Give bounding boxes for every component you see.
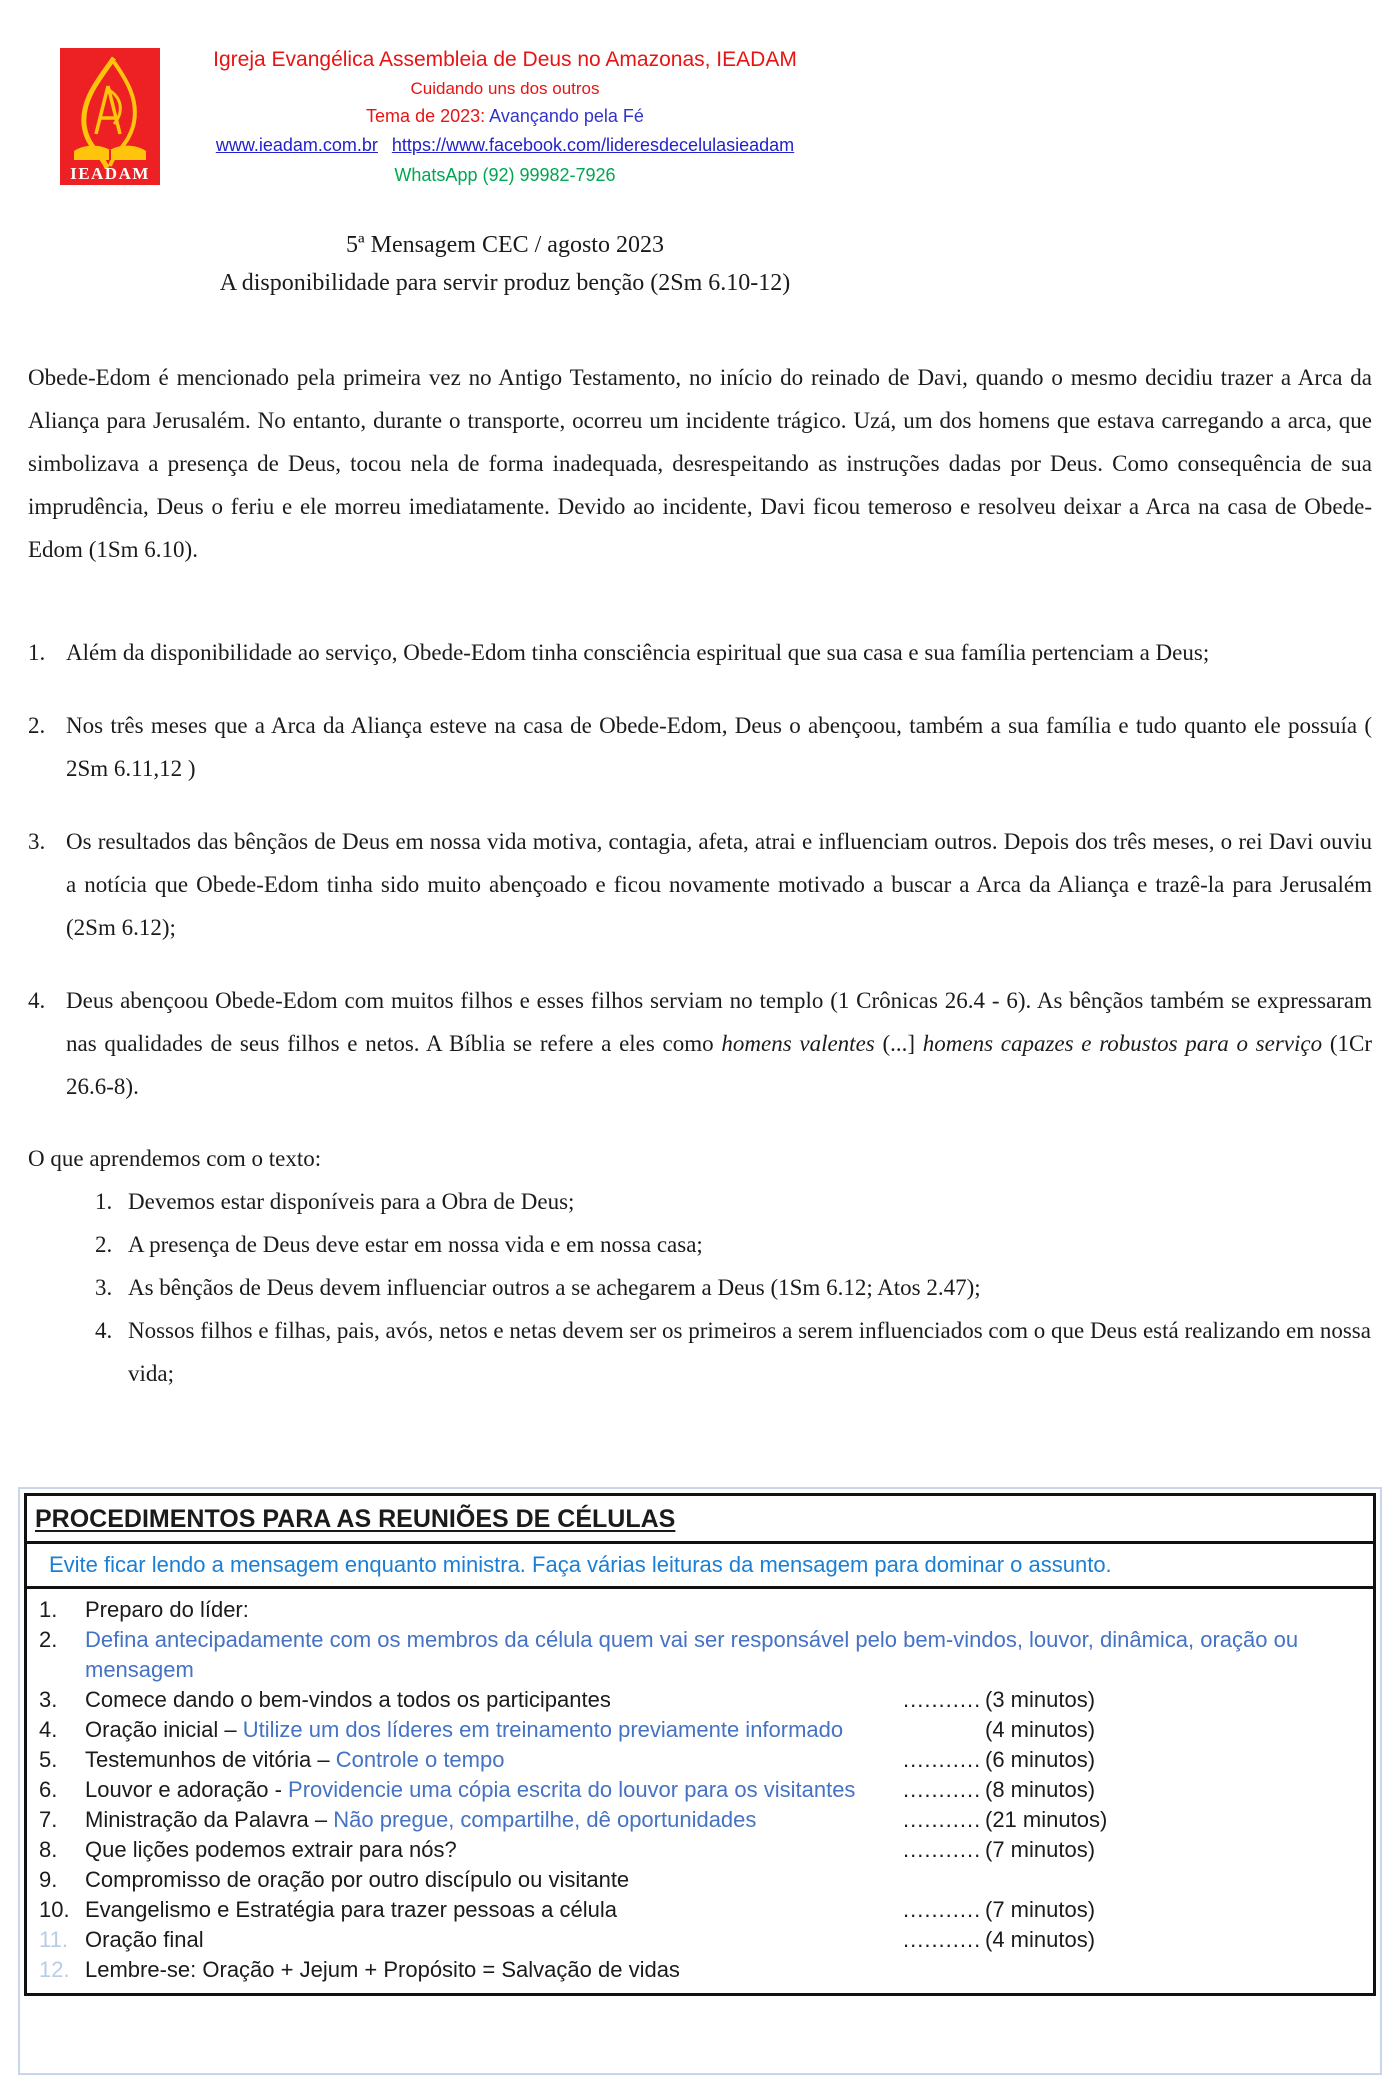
dotted-leader: ........... [903,1777,982,1802]
learn-heading: O que aprendemos com o texto: [28,1146,322,1171]
main-list [28,631,1372,1108]
row-text [85,1685,903,1715]
learn-item [95,1309,1372,1395]
row-number: 11. [39,1927,68,1952]
procedure-row [39,1715,1361,1745]
row-time: (7 minutos) [985,1897,1096,1922]
row-number: 6. [39,1777,58,1802]
learn-list [28,1180,1372,1395]
row-text-black: Preparo do líder: [85,1597,249,1622]
procedure-row [39,1595,1361,1625]
row-text-black: Oração final [85,1927,204,1952]
dotted-leader: ........... [903,1837,982,1862]
text-segment: homens capazes e robustos para o serviço [922,1031,1323,1056]
row-text-blue: Controle o tempo [335,1747,505,1772]
item-text [66,631,1372,674]
row-number: 10. [39,1897,70,1922]
procedure-row [39,1925,1361,1955]
row-text [85,1625,1361,1685]
row-text-black: Que lições podemos extrair para nós? [85,1837,457,1862]
procedures-header [27,1496,1373,1544]
item-number: 3. [28,829,46,854]
row-text-black: Lembre-se: Oração + Jejum + Propósito = Salvação de vidas [85,1957,680,1982]
row-text [85,1925,903,1955]
text-segment: (1Cr 26.6-8). [66,1031,1372,1099]
item-number: 1. [28,640,46,665]
item-number: 3. [95,1275,113,1300]
row-text-black: Evangelismo e Estratégia para trazer pessoas a célula [85,1897,617,1922]
learn-item [95,1180,1372,1223]
row-text [85,1835,903,1865]
procedures-title: PROCEDIMENTOS PARA AS REUNIÕES DE CÉLULAS [35,1505,676,1533]
row-number: 1. [39,1597,58,1622]
procedures-box [18,1487,1382,2075]
row-time: (21 minutos) [985,1807,1108,1832]
row-number: 4. [39,1717,58,1742]
row-text-blue: Utilize um dos líderes em treinamento previamente informado [242,1717,844,1742]
message-title: 5ª Mensagem CEC / agosto 2023 [346,232,664,258]
row-number: 9. [39,1867,58,1892]
item-number: 2. [28,713,46,738]
procedure-row [39,1745,1361,1775]
item-number: 2. [95,1232,113,1257]
text-segment: (...] [874,1031,923,1056]
item-number: 1. [95,1189,113,1214]
row-text [85,1865,1361,1895]
item-text [66,704,1372,790]
item-text [66,979,1372,1108]
message-title-block [0,228,1010,300]
text-segment: Além da disponibilidade ao serviço, Obede-Edom tinha consciência espiritual que sua casa e sua família pertenciam a Deus; [66,640,1210,665]
learn-item [95,1266,1372,1309]
row-time: (3 minutos) [985,1687,1096,1712]
row-text-black: Louvor e adoração - [85,1777,289,1802]
church-name: Igreja Evangélica Assembleia de Deus no Amazonas, IEADAM [213,48,797,71]
row-number: 12. [39,1957,70,1982]
procedure-row [39,1955,1361,1985]
whatsapp-line: WhatsApp (92) 99982-7926 [394,165,616,185]
text-segment: homens valentes [721,1031,875,1056]
row-text [85,1955,1361,1985]
row-text [85,1595,1361,1625]
row-text-blue: Providencie uma cópia escrita do louvor para os visitantes [288,1777,856,1802]
dotted-leader: ........... [903,1687,982,1712]
procedures-table [24,1493,1376,1996]
row-time: (4 minutos) [985,1717,1096,1742]
procedure-row [39,1685,1361,1715]
theme-label: Tema de 2023: [366,106,486,126]
dotted-leader: ........... [903,1747,982,1772]
theme-line [0,104,1010,129]
row-number: 3. [39,1687,58,1712]
procedure-row [39,1775,1361,1805]
row-text-black: Comece dando o bem-vindos a todos os participantes [85,1687,611,1712]
row-time: (6 minutos) [985,1747,1096,1772]
facebook-link[interactable]: https://www.facebook.com/lideresdecelulasieadam [391,135,795,155]
procedure-row [39,1895,1361,1925]
item-number: 4. [95,1318,113,1343]
row-text-black: Ministração da Palavra – [85,1807,334,1832]
row-number: 5. [39,1747,58,1772]
church-motto: Cuidando uns dos outros [410,79,600,98]
row-text-blue: Não pregue, compartilhe, dê oportunidades [333,1807,757,1832]
row-text [85,1805,903,1835]
item-text: As bênçãos de Deus devem influenciar outros a se achegarem a Deus (1Sm 6.12; Atos 2.47); [128,1275,981,1300]
text-segment: Deus abençoou Obede-Edom com muitos filhos e esses filhos serviam no templo (1 Crônicas 26.4 - 6). As bênçãos também se expressaram nas qualidades de seus filhos e netos. A Bíblia se refere a eles como [66,988,1372,1056]
row-number: 7. [39,1807,58,1832]
row-text-blue: Defina antecipadamente com os membros da célula quem vai ser responsável pelo bem-vindos, louvor, dinâmica, oração ou mensagem [85,1627,1299,1682]
numbered-item [28,631,1372,674]
procedure-row [39,1865,1361,1895]
logo-text: IEADAM [70,164,150,183]
links-line [0,133,1010,158]
item-text [66,820,1372,949]
text-segment: Os resultados das bênçãos de Deus em nossa vida motiva, contagia, afeta, atrai e influenciam outros. Depois dos três meses, o rei Davi ouviu a notícia que Obede-Edom tinha sido muito abençoado e ficou novamente motivado a buscar a Arca da Aliança e trazê-la para Jerusalém (2Sm 6.12); [66,829,1372,940]
item-text: Nossos filhos e filhas, pais, avós, netos e netas devem ser os primeiros a serem influenciados com o que Deus está realizando em nossa vida; [128,1318,1371,1386]
row-text-black: Oração inicial – [85,1717,243,1742]
row-text [85,1745,903,1775]
procedure-row [39,1805,1361,1835]
letterhead [0,46,1010,188]
row-text-black: Testemunhos de vitória – [85,1747,336,1772]
procedures-body [27,1589,1373,1993]
row-text [85,1895,903,1925]
row-time: (4 minutos) [985,1927,1096,1952]
row-text [85,1775,903,1805]
message-subtitle: A disponibilidade para servir produz benção (2Sm 6.10-12) [219,270,791,296]
item-text: Devemos estar disponíveis para a Obra de Deus; [128,1189,575,1214]
row-time: (8 minutos) [985,1777,1096,1802]
item-text: A presença de Deus deve estar em nossa vida e em nossa casa; [128,1232,703,1257]
row-text-black: Compromisso de oração por outro discípulo ou visitante [85,1867,630,1892]
theme-value: Avançando pela Fé [489,106,644,126]
numbered-item [28,704,1372,790]
dotted-leader: ........... [903,1897,982,1922]
message-body [28,356,1372,1395]
website-link[interactable]: www.ieadam.com.br [215,135,378,155]
learn-item [95,1223,1372,1266]
numbered-item [28,979,1372,1108]
procedure-row [39,1835,1361,1865]
intro-paragraph: Obede-Edom é mencionado pela primeira vez no Antigo Testamento, no início do reinado de Davi, quando o mesmo decidiu trazer a Arca da Aliança para Jerusalém. No entanto, durante o transporte, ocorreu um incidente trágico. Uzá, um dos homens que estava carregando a arca, que simbolizava a presença de Deus, tocou nela de forma inadequada, desrespeitando as instruções dadas por Deus. Como consequência de sua imprudência, Deus o feriu e ele morreu imediatamente. Devido ao incidente, Davi ficou temeroso e resolveu deixar a Arca na casa de Obede-Edom (1Sm 6.10). [28,365,1372,562]
row-time: (7 minutos) [985,1837,1096,1862]
dotted-leader: ........... [903,1927,982,1952]
row-number: 8. [39,1837,58,1862]
procedures-note: Evite ficar lendo a mensagem enquanto ministra. Faça várias leituras da mensagem para dominar o assunto. [27,1544,1373,1589]
item-number: 4. [28,988,46,1013]
text-segment: Nos três meses que a Arca da Aliança esteve na casa de Obede-Edom, Deus o abençoou, também a sua família e tudo quanto ele possuía ( 2Sm 6.11,12 ) [66,713,1372,781]
dotted-leader: ........... [903,1807,982,1832]
row-text [85,1715,903,1745]
procedure-row [39,1625,1361,1685]
numbered-item [28,820,1372,949]
row-number: 2. [39,1627,58,1652]
